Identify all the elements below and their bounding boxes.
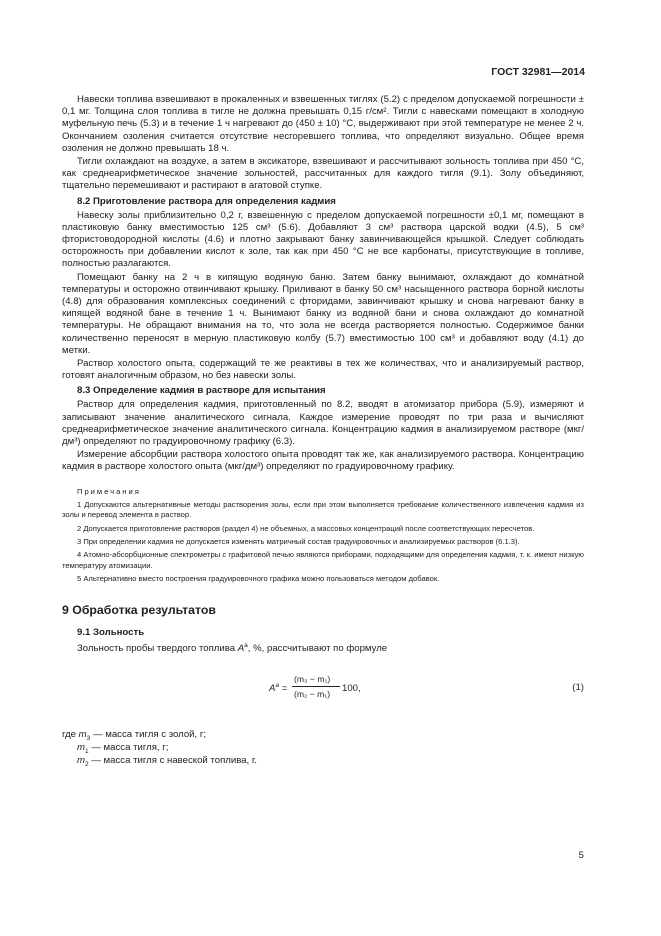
section-heading-8-2: 8.2 Приготовление раствора для определения кадмия bbox=[77, 195, 336, 207]
formula-number: (1) bbox=[572, 681, 584, 693]
formula-numerator: (m₃ − m₁) bbox=[294, 673, 331, 684]
fraction-line bbox=[292, 686, 340, 687]
definition-row: $m_2$ — масса тигля с навеской топлива, г. bbox=[77, 754, 257, 768]
section-heading-9: 9 Обработка результатов bbox=[62, 602, 216, 617]
note-item: 2 Допускается приготовление растворов (раздел 4) не объемных, а массовых концентраций после соответствующих пересчетов. bbox=[77, 523, 535, 533]
page-number: 5 bbox=[578, 850, 584, 861]
note-item: 1 Допускаются альтернативные методы растворения золы, если при этом выполняется требование количественного извлечения кадмия из золы и перевод элемента в раствор. bbox=[62, 499, 584, 520]
notes-title: Примечания bbox=[77, 486, 141, 496]
notes-block bbox=[62, 487, 584, 585]
formula-denominator: (m₂ − m₁) bbox=[294, 688, 331, 699]
definition-row: где $m_3$ — масса тигля с золой, г; bbox=[62, 728, 207, 742]
paragraph: Помещают банку на 2 ч в кипящую водяную баню. Затем банку вынимают, охлаждают до комнатной температуры и осторожно отвинчивают крышку. Приливают в банку 50 см³ насыщенного раствора борной кислоты (4.8) для образования комплексных соединений с фторидами, завинчивают крышку и снова нагревают банку в кипящей водяной бане в течение 1 ч. Вынимают банку из водяной бани и снова охлаждают до комнатной температуры. Не обращают внимания на то, что зола не всегда растворяется полностью. Содержимое банки количественно переносят в мерную пластиковую колбу (5.7) вместимостью 100 см³ и добавляют воду (4.1) до метки. bbox=[62, 271, 584, 356]
paragraph: Измерение абсорбции раствора холостого опыта проводят так же, как анализируемого раствора. Концентрацию кадмия в растворе холостого опыта (мкг/дм³) определяют по градуировочному графику. bbox=[62, 449, 584, 473]
formula-intro bbox=[62, 643, 584, 655]
note-item: 4 Атомно-абсорбционные спектрометры с графитовой печью являются приборами, подходящими для определения кадмия, т. к. имеют низкую температуру атомизации. bbox=[62, 550, 584, 570]
formula-1 bbox=[62, 669, 584, 715]
formula-lhs: $A^a$ = bbox=[269, 681, 288, 694]
note-item: 5 Альтернативно вместо построения градуировочного графика можно пользоваться методом добавок. bbox=[77, 574, 440, 584]
section-heading-9-1: 9.1 Зольность bbox=[77, 626, 145, 638]
document-header: ГОСТ 32981—2014 bbox=[491, 66, 585, 78]
variable-definitions bbox=[62, 728, 584, 767]
formula-intro-text: Зольность пробы твердого топлива bbox=[77, 642, 236, 654]
paragraph: Раствор холостого опыта, содержащий те же реактивы в тех же количествах, что и анализируемый раствор, готовят аналогичным образом, но без навески золы. bbox=[62, 358, 584, 382]
paragraph: Тигли охлаждают на воздухе, а затем в эксикаторе, взвешивают и рассчитывают зольность топлива при 450 °С, как среднеарифметическое значение зольностей, рассчитанных для каждого тигля (9.1). Золу объединяют, тщательно перемешивают и растирают в агатовой ступке. bbox=[62, 156, 584, 192]
ash-symbol-sup: a bbox=[244, 641, 248, 649]
formula-intro-rest: , %, рассчитывают по формуле bbox=[247, 642, 388, 654]
ash-symbol: A bbox=[237, 642, 245, 654]
note-item: 3 При определении кадмия не допускается изменять матричный состав градуировочных и анализируемых растворов (6.1.3). bbox=[77, 536, 520, 546]
paragraph: Навески топлива взвешивают в прокаленных и взвешенных тиглях (5.2) с пределом допускаемой погрешности ± 0,1 мг. Толщина слоя топлива в тигле не должна превышать 0,15 г/см². Тигли с навесками помещают в холодную муфельную печь (5.3) и в течение 1 ч нагревают до (450 ± 10) °С, выдерживают при этой температуре не менее 2 ч. Окончанием озоления считается отсутствие несгоревшего топлива, что определяют визуально. Общее время озоления не должно превышать 18 ч. bbox=[62, 94, 584, 154]
paragraph: Навеску золы приблизительно 0,2 г, взвешенную с пределом допускаемой погрешности ±0,1 мг, помещают в пластиковую банку вместимостью 125 см³ (5.6). Добавляют 3 см³ раствора царской водки (4.5), 5 см³ фтористоводородной кислоты (4.6) и плотно закрывают банку завинчивающейся крышкой. Следует соблюдать осторожность при добавлении кислот к золе, так как при 450 °С не все карбонаты, присутствующие в топливе, полностью разлагаются. bbox=[62, 209, 584, 270]
page-content bbox=[62, 94, 584, 767]
section-heading-8-3: 8.3 Определение кадмия в растворе для испытания bbox=[77, 385, 326, 397]
paragraph: Раствор для определения кадмия, приготовленный по 8.2, вводят в атомизатор прибора (5.9), измеряют и записывают значение аналитического сигнала. Каждое измерение проводят по три раза и вычисляют среднеарифметическое значение аналитического сигнала. Концентрацию кадмия в анализируемом растворе (мкг/дм³) определяют по градуировочному графику (6.3). bbox=[62, 399, 584, 448]
formula-multiplier: 100, bbox=[342, 682, 361, 694]
definition-row: $m_1$ — масса тигля, г; bbox=[77, 741, 169, 755]
